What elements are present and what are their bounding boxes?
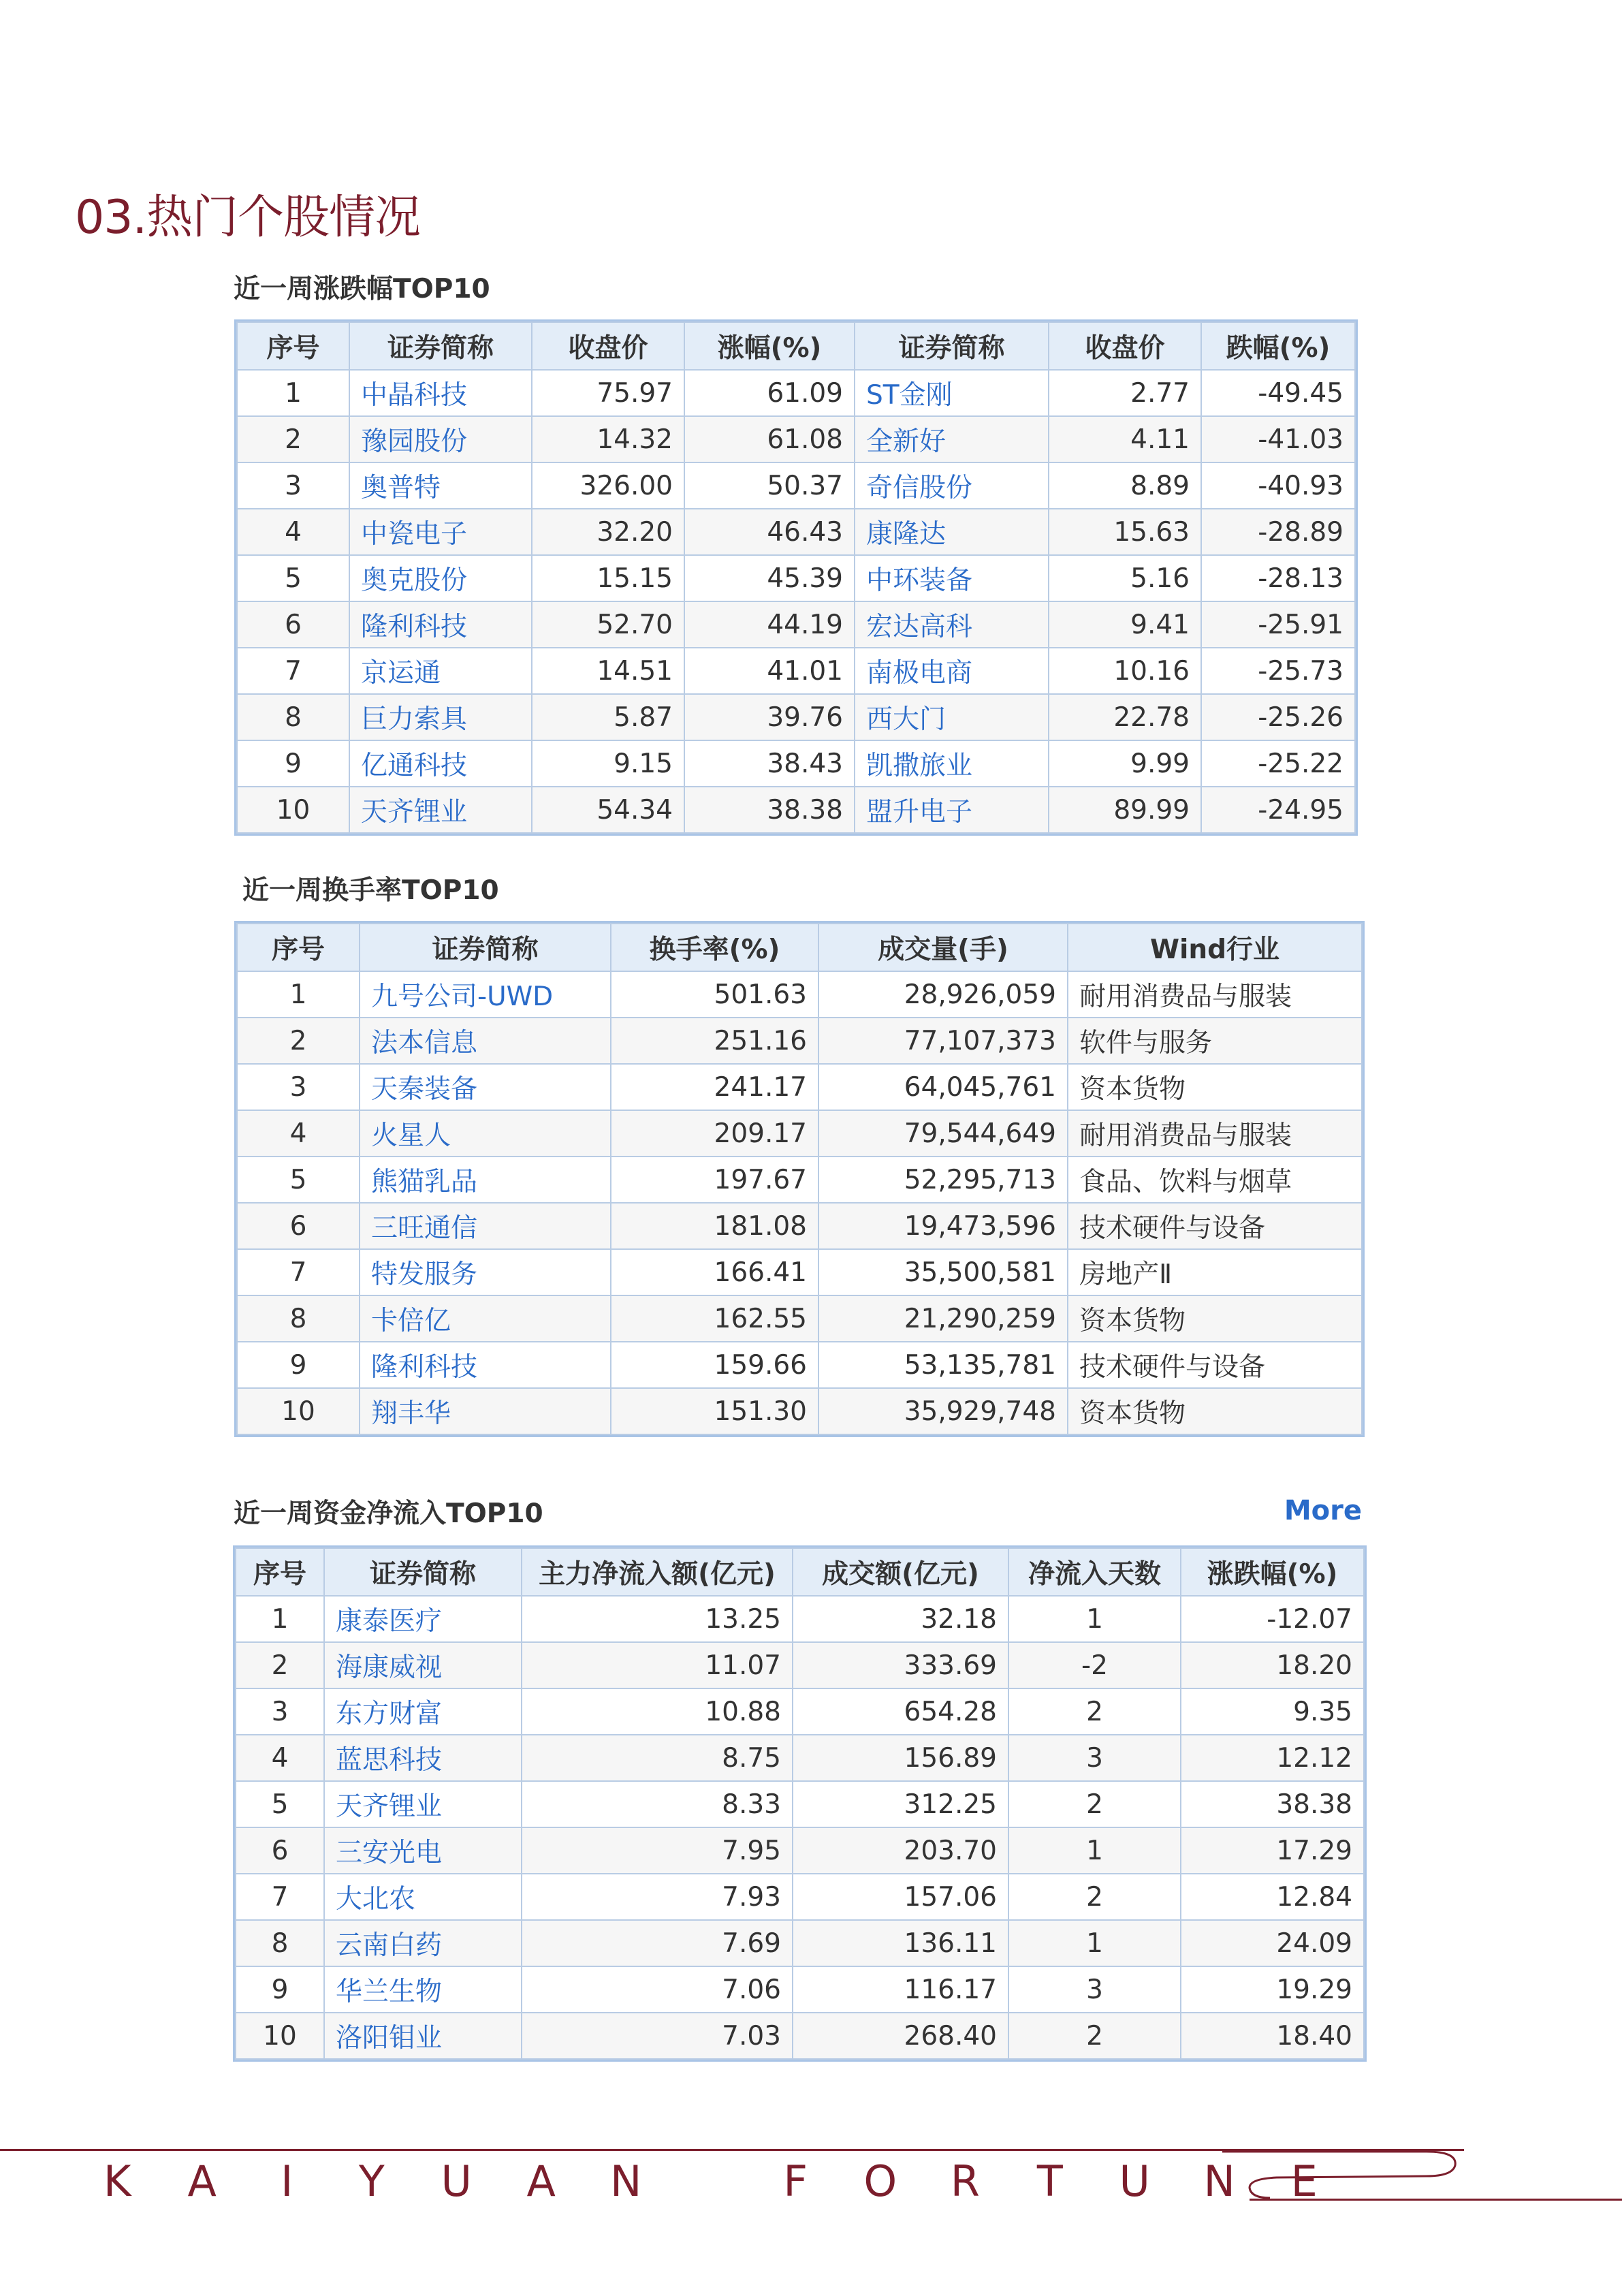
table-cell: -12.07 — [1181, 1596, 1364, 1642]
table-row — [237, 787, 1355, 833]
stock-name-link[interactable]: 奥普特 — [349, 462, 532, 509]
table-cell: 75.97 — [532, 370, 684, 416]
table-row — [237, 1388, 1362, 1434]
stock-name-link[interactable]: 大北农 — [324, 1874, 522, 1920]
table-cell: 5.16 — [1049, 555, 1201, 601]
table-cell: 61.08 — [684, 416, 855, 462]
table-cell: 64,045,761 — [818, 1064, 1068, 1110]
table-row — [237, 462, 1355, 509]
table-cell: 1 — [1008, 1596, 1181, 1642]
table-cell: 1 — [1008, 1827, 1181, 1874]
table-cell: 技术硬件与设备 — [1068, 1203, 1362, 1249]
table-row — [237, 416, 1355, 462]
table-cell: 2 — [1008, 1688, 1181, 1735]
table-cell: 10.88 — [522, 1688, 793, 1735]
stock-name-link[interactable]: 全新好 — [855, 416, 1049, 462]
table-cell: 166.41 — [611, 1249, 818, 1295]
stock-name-link[interactable]: 隆利科技 — [360, 1342, 611, 1388]
section-caption-net-inflow: 近一周资金净流入TOP10 — [234, 1498, 543, 1529]
table-cell: 3 — [236, 1688, 324, 1735]
table-cell: 7.69 — [522, 1920, 793, 1966]
table-cell: 24.09 — [1181, 1920, 1364, 1966]
table-cell: 15.63 — [1049, 509, 1201, 555]
table-cell: 50.37 — [684, 462, 855, 509]
table-row — [237, 555, 1355, 601]
table-cell: 房地产Ⅱ — [1068, 1249, 1362, 1295]
table-header-row — [236, 1548, 1364, 1596]
table-cell: 89.99 — [1049, 787, 1201, 833]
stock-name-link[interactable]: 三旺通信 — [360, 1203, 611, 1249]
table-cell: -41.03 — [1201, 416, 1355, 462]
table-cell: 技术硬件与设备 — [1068, 1342, 1362, 1388]
brand-letter: E — [1290, 2156, 1318, 2206]
table-cell: 18.20 — [1181, 1642, 1364, 1688]
table-cell: 32.18 — [793, 1596, 1008, 1642]
table-header-row — [237, 924, 1362, 971]
table-cell: -24.95 — [1201, 787, 1355, 833]
table-cell: 5 — [236, 1781, 324, 1827]
table-row — [236, 1735, 1364, 1781]
table-cell: 326.00 — [532, 462, 684, 509]
table-cell: 2 — [1008, 1874, 1181, 1920]
stock-name-link[interactable]: 京运通 — [349, 648, 532, 694]
table-cell: 12.12 — [1181, 1735, 1364, 1781]
table-cell: 159.66 — [611, 1342, 818, 1388]
stock-name-link[interactable]: 特发服务 — [360, 1249, 611, 1295]
table-cell: 7.03 — [522, 2013, 793, 2059]
table-row — [237, 1203, 1362, 1249]
table-cell: 17.29 — [1181, 1827, 1364, 1874]
table-cell: 7.93 — [522, 1874, 793, 1920]
table-cell: 7 — [236, 1874, 324, 1920]
table-cell: 209.17 — [611, 1110, 818, 1157]
table-cell: 耐用消费品与服装 — [1068, 971, 1362, 1018]
table-cell: 4 — [237, 1110, 360, 1157]
brand-letter: R — [950, 2156, 980, 2206]
stock-name-link[interactable]: 康泰医疗 — [324, 1596, 522, 1642]
turnover-table — [236, 923, 1363, 1435]
table-cell: 8.33 — [522, 1781, 793, 1827]
table-cell: 22.78 — [1049, 694, 1201, 740]
table-cell: 251.16 — [611, 1018, 818, 1064]
table-cell: 157.06 — [793, 1874, 1008, 1920]
table-cell: 52,295,713 — [818, 1157, 1068, 1203]
table-cell: 10 — [237, 787, 349, 833]
table-cell: 46.43 — [684, 509, 855, 555]
col-header: 跌幅(%) — [1201, 322, 1355, 370]
stock-name-link[interactable]: 翔丰华 — [360, 1388, 611, 1434]
col-header: 收盘价 — [1049, 322, 1201, 370]
stock-name-link[interactable]: 巨力索具 — [349, 694, 532, 740]
stock-name-link[interactable]: 凯撒旅业 — [855, 740, 1049, 787]
table-cell: -49.45 — [1201, 370, 1355, 416]
table-cell: 2.77 — [1049, 370, 1201, 416]
table-cell: 8 — [237, 1295, 360, 1342]
table-row — [236, 1688, 1364, 1735]
table-cell: 7 — [237, 648, 349, 694]
table-cell: 1 — [1008, 1920, 1181, 1966]
stock-name-link[interactable]: 奥克股份 — [349, 555, 532, 601]
stock-name-link[interactable]: 天齐锂业 — [324, 1781, 522, 1827]
col-header: 换手率(%) — [611, 924, 818, 971]
table-cell: 12.84 — [1181, 1874, 1364, 1920]
table-row — [236, 1920, 1364, 1966]
table-row — [237, 648, 1355, 694]
brand-letter: K — [103, 2156, 131, 2206]
table-cell: 14.32 — [532, 416, 684, 462]
table-cell: 61.09 — [684, 370, 855, 416]
brand-letter: A — [526, 2156, 556, 2206]
table-cell: 45.39 — [684, 555, 855, 601]
table-cell: 10.16 — [1049, 648, 1201, 694]
table-cell: 10 — [237, 1388, 360, 1434]
col-header: 证券简称 — [855, 322, 1049, 370]
net-inflow-table — [235, 1547, 1365, 2060]
more-link[interactable]: More — [1284, 1495, 1362, 1526]
table-cell: 654.28 — [793, 1688, 1008, 1735]
stock-name-link[interactable]: 蓝思科技 — [324, 1735, 522, 1781]
brand-letter: U — [441, 2156, 472, 2206]
table-header-row — [237, 322, 1355, 370]
table-cell: 1 — [237, 370, 349, 416]
col-header: 收盘价 — [532, 322, 684, 370]
stock-name-link[interactable]: 中瓷电子 — [349, 509, 532, 555]
table-row — [236, 1966, 1364, 2013]
brand-letter: Y — [358, 2156, 385, 2206]
stock-name-link[interactable]: 中环装备 — [855, 555, 1049, 601]
table-cell: 8 — [236, 1920, 324, 1966]
table-cell: 1 — [237, 971, 360, 1018]
brand-letter: N — [1203, 2156, 1235, 2206]
table-cell: 52.70 — [532, 601, 684, 648]
brand-wordmark — [75, 2156, 1347, 2206]
table-cell: 9.41 — [1049, 601, 1201, 648]
table-cell: 312.25 — [793, 1781, 1008, 1827]
table-cell: 6 — [236, 1827, 324, 1874]
table-cell: -25.73 — [1201, 648, 1355, 694]
table-row — [237, 1110, 1362, 1157]
table-cell: 7.95 — [522, 1827, 793, 1874]
table-cell: 8.75 — [522, 1735, 793, 1781]
table-row — [237, 601, 1355, 648]
table-row — [236, 1781, 1364, 1827]
stock-name-link[interactable]: 南极电商 — [855, 648, 1049, 694]
table-cell: 食品、饮料与烟草 — [1068, 1157, 1362, 1203]
table-row — [236, 1874, 1364, 1920]
table-cell: 268.40 — [793, 2013, 1008, 2059]
table-cell: 136.11 — [793, 1920, 1008, 1966]
table-row — [236, 1642, 1364, 1688]
table-row — [237, 971, 1362, 1018]
stock-name-link[interactable]: 康隆达 — [855, 509, 1049, 555]
page-title: 03.热门个股情况 — [75, 191, 421, 245]
table-cell: 197.67 — [611, 1157, 818, 1203]
table-cell: 32.20 — [532, 509, 684, 555]
col-header: 序号 — [236, 1548, 324, 1596]
table-cell: -25.91 — [1201, 601, 1355, 648]
table-cell: 156.89 — [793, 1735, 1008, 1781]
table-cell: 3 — [237, 1064, 360, 1110]
table-cell: 241.17 — [611, 1064, 818, 1110]
col-header: 证券简称 — [349, 322, 532, 370]
table-cell: 162.55 — [611, 1295, 818, 1342]
table-row — [237, 509, 1355, 555]
table-cell: 35,929,748 — [818, 1388, 1068, 1434]
brand-letter: O — [863, 2156, 897, 2206]
col-header: 涨跌幅(%) — [1181, 1548, 1364, 1596]
table-cell: 39.76 — [684, 694, 855, 740]
brand-letter: U — [1119, 2156, 1150, 2206]
table-cell: 13.25 — [522, 1596, 793, 1642]
stock-name-link[interactable]: 豫园股份 — [349, 416, 532, 462]
table-cell: 4 — [236, 1735, 324, 1781]
table-cell: -40.93 — [1201, 462, 1355, 509]
table-cell: 9.99 — [1049, 740, 1201, 787]
table-cell: 2 — [237, 416, 349, 462]
table-cell: 资本货物 — [1068, 1388, 1362, 1434]
table-cell: 5 — [237, 555, 349, 601]
stock-name-link[interactable]: 火星人 — [360, 1110, 611, 1157]
table-cell: 9.35 — [1181, 1688, 1364, 1735]
table-cell: 5 — [237, 1157, 360, 1203]
table-row — [236, 1827, 1364, 1874]
table-cell: 41.01 — [684, 648, 855, 694]
table-row — [236, 1596, 1364, 1642]
table-cell: 11.07 — [522, 1642, 793, 1688]
table-cell: 3 — [1008, 1735, 1181, 1781]
table-cell: 77,107,373 — [818, 1018, 1068, 1064]
col-header: 证券简称 — [324, 1548, 522, 1596]
table-cell: 181.08 — [611, 1203, 818, 1249]
table-row — [237, 740, 1355, 787]
table-cell: 9 — [237, 1342, 360, 1388]
table-row — [237, 1157, 1362, 1203]
col-header: 序号 — [237, 924, 360, 971]
table-cell: 28,926,059 — [818, 971, 1068, 1018]
table-cell: 资本货物 — [1068, 1064, 1362, 1110]
table-cell: 333.69 — [793, 1642, 1008, 1688]
table-cell: 15.15 — [532, 555, 684, 601]
brand-letter: F — [783, 2156, 808, 2206]
stock-name-link[interactable]: 卡倍亿 — [360, 1295, 611, 1342]
table-cell: 5.87 — [532, 694, 684, 740]
table-row — [237, 1018, 1362, 1064]
stock-name-link[interactable]: 天齐锂业 — [349, 787, 532, 833]
stock-name-link[interactable]: 西大门 — [855, 694, 1049, 740]
col-header: 成交额(亿元) — [793, 1548, 1008, 1596]
table-cell: 8.89 — [1049, 462, 1201, 509]
stock-name-link[interactable]: 华兰生物 — [324, 1966, 522, 2013]
table-cell: 6 — [237, 601, 349, 648]
table-cell: 6 — [237, 1203, 360, 1249]
table-row — [237, 1249, 1362, 1295]
section-caption-turnover: 近一周换手率TOP10 — [242, 875, 499, 906]
table-cell: 软件与服务 — [1068, 1018, 1362, 1064]
table-cell: 21,290,259 — [818, 1295, 1068, 1342]
price-change-table — [236, 321, 1356, 834]
col-header: 涨幅(%) — [684, 322, 855, 370]
table-cell: 3 — [237, 462, 349, 509]
stock-name-link[interactable]: 宏达高科 — [855, 601, 1049, 648]
table-cell: 资本货物 — [1068, 1295, 1362, 1342]
stock-name-link[interactable]: 天秦装备 — [360, 1064, 611, 1110]
col-header: 净流入天数 — [1008, 1548, 1181, 1596]
stock-name-link[interactable]: 盟升电子 — [855, 787, 1049, 833]
table-cell: 9.15 — [532, 740, 684, 787]
col-header: 序号 — [237, 322, 349, 370]
table-cell: 8 — [237, 694, 349, 740]
table-cell: 4 — [237, 509, 349, 555]
table-cell: 2 — [236, 1642, 324, 1688]
table-cell: 38.43 — [684, 740, 855, 787]
table-row — [236, 2013, 1364, 2059]
brand-letter: I — [281, 2156, 293, 2206]
table-cell: 44.19 — [684, 601, 855, 648]
table-cell: 1 — [236, 1596, 324, 1642]
table-cell: -28.89 — [1201, 509, 1355, 555]
table-cell: 2 — [1008, 1781, 1181, 1827]
stock-name-link[interactable]: 熊猫乳品 — [360, 1157, 611, 1203]
col-header: Wind行业 — [1068, 924, 1362, 971]
table-cell: 38.38 — [684, 787, 855, 833]
table-cell: 151.30 — [611, 1388, 818, 1434]
table-cell: 4.11 — [1049, 416, 1201, 462]
stock-name-link[interactable]: 中晶科技 — [349, 370, 532, 416]
table-cell: -28.13 — [1201, 555, 1355, 601]
col-header: 主力净流入额(亿元) — [522, 1548, 793, 1596]
table-cell: 54.34 — [532, 787, 684, 833]
table-cell: 203.70 — [793, 1827, 1008, 1874]
stock-name-link[interactable]: 九号公司-UWD — [360, 971, 611, 1018]
table-cell: 19,473,596 — [818, 1203, 1068, 1249]
table-row — [237, 1064, 1362, 1110]
table-cell: 2 — [1008, 2013, 1181, 2059]
table-row — [237, 1295, 1362, 1342]
stock-name-link[interactable]: 奇信股份 — [855, 462, 1049, 509]
table-cell: 19.29 — [1181, 1966, 1364, 2013]
stock-name-link[interactable]: ST金刚 — [855, 370, 1049, 416]
stock-name-link[interactable]: 亿通科技 — [349, 740, 532, 787]
table-cell: 2 — [237, 1018, 360, 1064]
table-cell: -2 — [1008, 1642, 1181, 1688]
table-cell: 18.40 — [1181, 2013, 1364, 2059]
col-header: 证券简称 — [360, 924, 611, 971]
table-cell: 116.17 — [793, 1966, 1008, 2013]
stock-name-link[interactable]: 海康威视 — [324, 1642, 522, 1688]
table-cell: 79,544,649 — [818, 1110, 1068, 1157]
stock-name-link[interactable]: 三安光电 — [324, 1827, 522, 1874]
table-row — [237, 694, 1355, 740]
table-cell: -25.26 — [1201, 694, 1355, 740]
table-row — [237, 370, 1355, 416]
table-cell: 38.38 — [1181, 1781, 1364, 1827]
brand-letter: N — [610, 2156, 642, 2206]
stock-name-link[interactable]: 洛阳钼业 — [324, 2013, 522, 2059]
section-caption-price-change: 近一周涨跌幅TOP10 — [234, 274, 490, 304]
table-cell: 35,500,581 — [818, 1249, 1068, 1295]
stock-name-link[interactable]: 法本信息 — [360, 1018, 611, 1064]
table-cell: 53,135,781 — [818, 1342, 1068, 1388]
table-row — [237, 1342, 1362, 1388]
stock-name-link[interactable]: 隆利科技 — [349, 601, 532, 648]
table-cell: 14.51 — [532, 648, 684, 694]
table-cell: -25.22 — [1201, 740, 1355, 787]
stock-name-link[interactable]: 东方财富 — [324, 1688, 522, 1735]
table-cell: 9 — [237, 740, 349, 787]
table-cell: 3 — [1008, 1966, 1181, 2013]
brand-letter: T — [1036, 2156, 1063, 2206]
table-cell: 7.06 — [522, 1966, 793, 2013]
table-cell: 耐用消费品与服装 — [1068, 1110, 1362, 1157]
table-cell: 9 — [236, 1966, 324, 2013]
col-header: 成交量(手) — [818, 924, 1068, 971]
table-cell: 501.63 — [611, 971, 818, 1018]
stock-name-link[interactable]: 云南白药 — [324, 1920, 522, 1966]
table-cell: 7 — [237, 1249, 360, 1295]
brand-letter: A — [187, 2156, 217, 2206]
table-cell: 10 — [236, 2013, 324, 2059]
